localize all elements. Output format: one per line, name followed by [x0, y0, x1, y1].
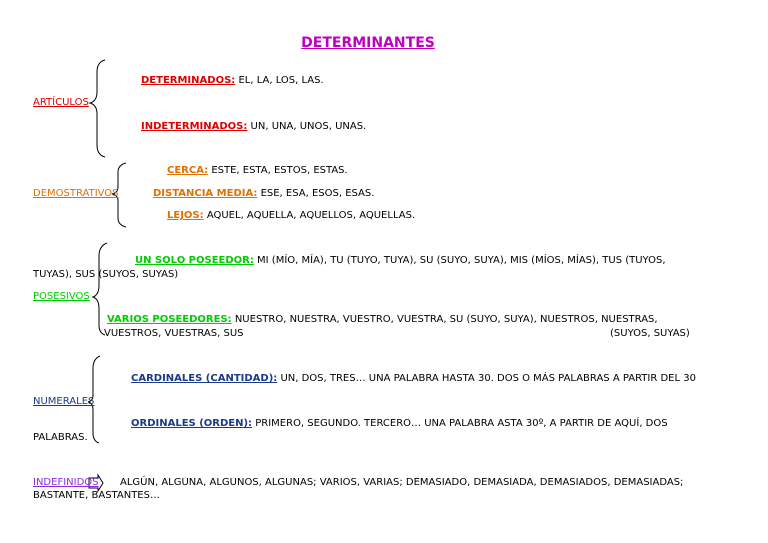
- determinados-line: [141, 75, 324, 87]
- indeterminados-line: [141, 121, 366, 133]
- cerca-text: ESTE, ESTA, ESTOS, ESTAS.: [208, 165, 348, 176]
- varios-poseedores-label: VARIOS POSEEDORES:: [107, 314, 232, 325]
- cerca-line: [167, 165, 348, 177]
- un-solo-poseedor-cont: TUYAS), SUS (SUYOS, SUYAS): [33, 269, 179, 280]
- lejos-text: AQUEL, AQUELLA, AQUELLOS, AQUELLAS.: [203, 210, 416, 221]
- ordinales-line: [131, 418, 668, 430]
- articulos-brace: [90, 60, 105, 157]
- posesivos-label: POSESIVOS: [33, 291, 90, 302]
- determinados-label: DETERMINADOS:: [141, 75, 236, 86]
- cardinales-label: CARDINALES (CANTIDAD):: [131, 373, 278, 384]
- un-solo-poseedor-text: MI (MÍO, MÍA), TU (TUYO, TUYA), SU (SUYO, SUYA), MIS (MÍOS, MÍAS), TUS (TUYOS,: [253, 255, 666, 266]
- numerales-label: NUMERALES: [33, 396, 95, 407]
- articulos-label: ARTÍCULOS: [33, 97, 89, 108]
- cardinales-line: [131, 373, 696, 385]
- un-solo-poseedor-label: UN SOLO POSEEDOR:: [135, 255, 254, 266]
- indefinidos-text: ALGÚN, ALGUNA, ALGUNOS, ALGUNAS; VARIOS, VARIAS; DEMASIADO, DEMASIADA, DEMASIADOS, DEMASIADAS;: [120, 477, 684, 488]
- lejos-label: LEJOS:: [167, 210, 204, 221]
- ordinales-text: PRIMERO, SEGUNDO. TERCERO… UNA PALABRA ASTA 30º, A PARTIR DE AQUÍ, DOS: [252, 418, 668, 429]
- ordinales-label: ORDINALES (ORDEN):: [131, 418, 253, 429]
- cardinales-text: UN, DOS, TRES… UNA PALABRA HASTA 30. DOS O MÁS PALABRAS A PARTIR DEL 30: [277, 373, 696, 384]
- media-label: DISTANCIA MEDIA:: [153, 188, 258, 199]
- indefinidos-label: INDEFINIDOS: [33, 477, 99, 488]
- un-solo-poseedor-line: [135, 255, 666, 267]
- page-title: DETERMINANTES: [301, 35, 435, 51]
- cerca-label: CERCA:: [167, 165, 209, 176]
- ordinales-cont: PALABRAS.: [33, 432, 88, 443]
- varios-poseedores-cont2: (SUYOS, SUYAS): [610, 328, 690, 339]
- varios-poseedores-text: NUESTRO, NUESTRA, VUESTRO, VUESTRA, SU (SUYO, SUYA), NUESTROS, NUESTRAS,: [231, 314, 658, 325]
- media-line: [153, 188, 374, 200]
- determinados-text: EL, LA, LOS, LAS.: [235, 75, 324, 86]
- lejos-line: [167, 210, 415, 222]
- varios-poseedores-cont: VUESTROS, VUESTRAS, SUS: [104, 328, 244, 339]
- varios-poseedores-line: [107, 314, 658, 326]
- media-text: ESE, ESA, ESOS, ESAS.: [257, 188, 375, 199]
- indefinidos-cont: BASTANTE, BASTANTES…: [33, 490, 160, 501]
- indeterminados-text: UN, UNA, UNOS, UNAS.: [247, 121, 367, 132]
- indeterminados-label: INDETERMINADOS:: [141, 121, 248, 132]
- posesivos-brace: [93, 243, 107, 335]
- demostrativos-label: DEMOSTRATIVOS: [33, 188, 119, 199]
